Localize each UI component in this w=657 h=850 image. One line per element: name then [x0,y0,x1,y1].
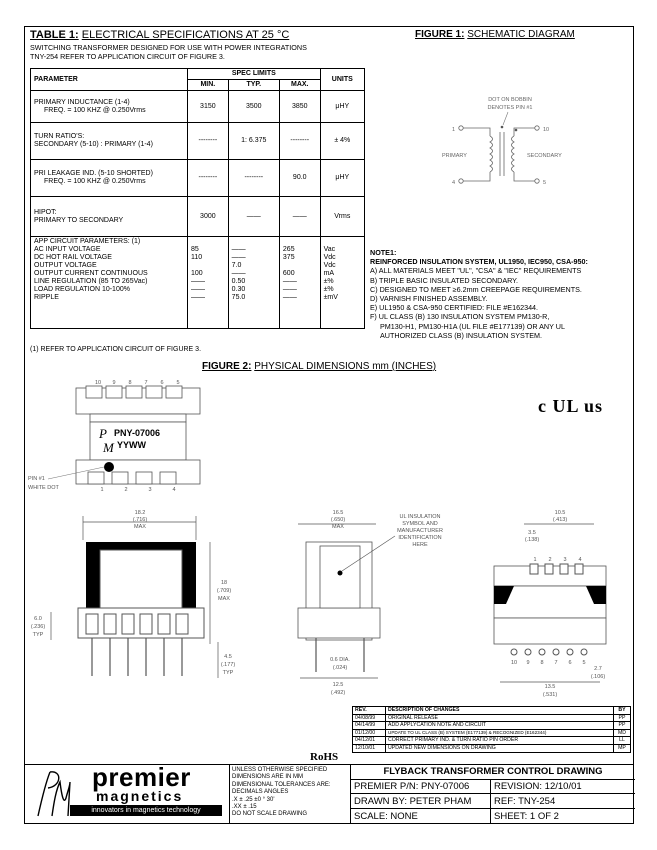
svg-text:MAX: MAX [218,596,230,602]
table-row: PRIMARY INDUCTANCE (1-4) FREQ. = 100 KHZ @ 0.250Vrms 3150 3500 3850 μHY [31,91,365,123]
svg-text:IDENTIFICATION: IDENTIFICATION [398,535,442,541]
svg-text:(.106): (.106) [590,674,606,680]
svg-text:6: 6 [568,660,572,666]
svg-text:(.024): (.024) [332,665,348,671]
svg-text:5: 5 [582,660,586,666]
svg-text:MANUFACTURER: MANUFACTURER [397,528,443,534]
table-row: PRI LEAKAGE IND. (5-10 SHORTED) FREQ. = 100 KHZ @ 0.250Vrms -------- -------- 90.0 μHY [31,160,365,197]
svg-text:(.236): (.236) [30,624,46,630]
company-name: premier [92,762,191,792]
svg-text:2.7: 2.7 [594,666,602,672]
table-row: 04/14/99 ADD APPLYCATION NOTE AND CIRCUIT PP [353,722,631,730]
drawn-by: DRAWN BY: PETER PHAM [351,794,491,809]
svg-text:8: 8 [540,660,544,666]
svg-text:9: 9 [112,380,116,386]
note1: NOTE1: REINFORCED INSULATION SYSTEM, UL1950, IEC950, CSA-950: A) ALL MATERIALS MEET "UL", "CSA" & "IEC" REQUIREMENTS B) TRIPLE BASIC INSULATED SECONDARY. C) DESIGNED TO MEET ≥6.2mm CREEPAGE REQUIREMENTS. D) VARNISH FINISHED ASSEMBLY. E) UL1950 & CSA-950 CERTIFIED: FILE #E162344. F) UL CLASS (B) 130 INSULATION SYSTEM PM130-R, PM130-H1, PM130-H1A (UL FILE #E177139) OR ANY UL AUTHORIZED CLASS (B) INSULATION SYSTEM. [370,248,588,340]
pm-logo-p: P [99,426,107,441]
figure2-title: FIGURE 2: PHYSICAL DIMENSIONS mm (INCHES) [202,361,437,372]
company-logo [24,764,230,824]
svg-text:1: 1 [533,557,537,563]
front-view [28,506,248,698]
svg-text:13.5: 13.5 [544,684,556,690]
svg-text:6.0: 6.0 [34,616,42,622]
dot-label-2: DENOTES PIN #1 [487,105,533,111]
date-label: YYWW [117,440,146,450]
svg-text:(.138): (.138) [524,537,540,543]
header-spec-limits: SPEC LIMITS [188,69,321,80]
header-typ: TYP. [228,80,279,91]
pin5-label: 5 [543,180,547,186]
svg-text:8: 8 [128,380,132,386]
svg-text:5: 5 [176,380,180,386]
dot-label-1: DOT ON BOBBIN [488,97,532,103]
header-min: MIN. [188,80,229,91]
table-row-app: APP CIRCUIT PARAMETERS: (1) AC INPUT VOLTAGE DC HOT RAIL VOLTAGE OUTPUT VOLTAGE OUTPUT CURRENT CONTINUOUS LINE REGULATION (85 TO 265Vac) LOAD REGULATION 10-100% RIPPLE 85 110 100 —— —— —— —— —— 7.0 —— 0.50 0.30 75.0 265 375 600 —— —— —— Vac Vdc Vdc mA ±% ±% ±mV [31,237,365,329]
svg-text:7: 7 [144,380,148,386]
rohs-mark: RoHS [310,751,339,763]
svg-text:10: 10 [94,380,102,386]
pin1-dot [104,462,114,472]
table-row: 01/12/00 UPDATE TO UL CLASS (B) SYSTEM (E177139) & RECOGNIZED (E162344) MD [353,729,631,737]
pm-logo-m: M [103,440,114,455]
svg-text:9: 9 [526,660,530,666]
svg-text:SYMBOL AND: SYMBOL AND [402,521,438,527]
ul-symbol-dot [338,571,343,576]
svg-text:4.5: 4.5 [224,654,232,660]
tolerance-block: UNLESS OTHERWISE SPECIFIED DIMENSIONS ARE IN MM DIMENSIONAL TOLERANCES ARE: DECIMALS ANGLES .X ± .25 ±0 ° 30' .XX ± .15 DO NOT SCALE DRAWING [232,767,331,818]
svg-text:(.177): (.177) [220,662,236,668]
scale: SCALE: NONE [351,809,491,824]
svg-text:MAX: MAX [332,524,344,530]
sheet: SHEET: 1 OF 2 [494,811,559,822]
primary-label: PRIMARY [442,153,467,159]
ul-recognized-icon: c UL us [538,396,604,416]
svg-text:(.492): (.492) [330,690,346,696]
company-tagline: innovators in magnetics technology [70,805,222,816]
svg-text:6: 6 [160,380,164,386]
svg-text:TYP: TYP [32,632,44,638]
svg-text:HERE: HERE [412,542,428,548]
part-number: PREMIER P/N: PNY-07006 [351,779,491,794]
top-view [28,376,208,498]
bottom-view [480,506,630,698]
part-label: PNY-07006 [114,428,161,438]
svg-text:4: 4 [172,487,176,493]
spec-table [30,68,365,329]
figure1-title: FIGURE 1: SCHEMATIC DIAGRAM [415,29,575,40]
side-view [280,506,460,698]
svg-text:(.650): (.650) [330,517,346,523]
pin10-label: 10 [543,127,550,133]
table-row: 04/08/99 ORIGINAL RELEASE PP [353,714,631,722]
svg-text:16.5: 16.5 [332,510,344,516]
svg-text:(.716): (.716) [132,517,148,523]
table-row: HIPOT: PRIMARY TO SECONDARY 3000 —— —— Vrms [31,197,365,237]
svg-text:3: 3 [148,487,152,493]
pin1-label-2: WHITE DOT [28,485,59,491]
svg-text:1: 1 [100,487,104,493]
svg-text:(.531): (.531) [542,692,558,698]
svg-text:MAX: MAX [134,524,146,530]
pm-monogram-icon [32,768,72,820]
svg-text:10.5: 10.5 [554,510,566,516]
title-block-right [350,764,635,824]
svg-text:TYP: TYP [222,670,234,676]
revision: REVISION: 12/10/01 [491,779,635,794]
svg-text:2: 2 [124,487,128,493]
table-row: 12/10/01 UPDATED NEW DIMENSIONS ON DRAWING MP [353,744,631,752]
svg-text:2: 2 [548,557,552,563]
revision-table: REV. DESCRIPTION OF CHANGES BY 04/08/99 ORIGINAL RELEASE PP 04/14/99 ADD APPLYCATION NOTE AND CIRCUIT PP 01/12/00 UPDATE TO UL CLASS (B) SYSTEM (E177139) & RECOGNIZED (E162344) MD 04/12/01 CORRECT PRIMARY IND. & TURN RATIO PIN ORDER LL 12/10/01 UPDATED NEW DIMENSIONS ON DRAWING MP [352,706,631,753]
table1-subtitle: SWITCHING TRANSFORMER DESIGNED FOR USE WITH POWER INTEGRATIONS TNY-254 REFER TO APPLICATION CIRCUIT OF FIGURE 3. [30,43,307,61]
company-name-2: magnetics [96,788,184,804]
drawing-title: FLYBACK TRANSFORMER CONTROL DRAWING [351,764,635,780]
schematic-diagram [430,90,610,200]
svg-text:18: 18 [220,580,228,586]
svg-text:18.2: 18.2 [134,510,146,516]
pin1-label-1: PIN #1 [28,476,45,482]
table-row: TURN RATIO'S: SECONDARY (5-10) : PRIMARY (1-4) -------- 1: 6.375 -------- ± 4% [31,123,365,160]
svg-text:10: 10 [510,660,518,666]
header-parameter: PARAMETER [31,69,188,91]
svg-text:4: 4 [578,557,582,563]
header-max: MAX. [279,80,320,91]
svg-text:12.5: 12.5 [332,682,344,688]
header-units: UNITS [320,69,364,91]
pin1-label: 1 [452,127,456,133]
svg-text:7: 7 [554,660,558,666]
table-row: 04/12/01 CORRECT PRIMARY IND. & TURN RATIO PIN ORDER LL [353,737,631,745]
svg-text:(.709): (.709) [216,588,232,594]
secondary-label: SECONDARY [527,153,562,159]
svg-text:(.413): (.413) [552,517,568,523]
svg-text:0.6 DIA.: 0.6 DIA. [330,657,350,663]
table1-footnote: (1) REFER TO APPLICATION CIRCUIT OF FIGURE 3. [30,346,202,353]
table1-title: TABLE 1: ELECTRICAL SPECIFICATIONS AT 25 °C [30,29,290,41]
svg-text:UL INSULATION: UL INSULATION [399,514,441,520]
svg-text:3: 3 [563,557,567,563]
reference: REF: TNY-254 [491,794,635,809]
pin4-label: 4 [452,180,456,186]
svg-text:3.5: 3.5 [528,530,536,536]
